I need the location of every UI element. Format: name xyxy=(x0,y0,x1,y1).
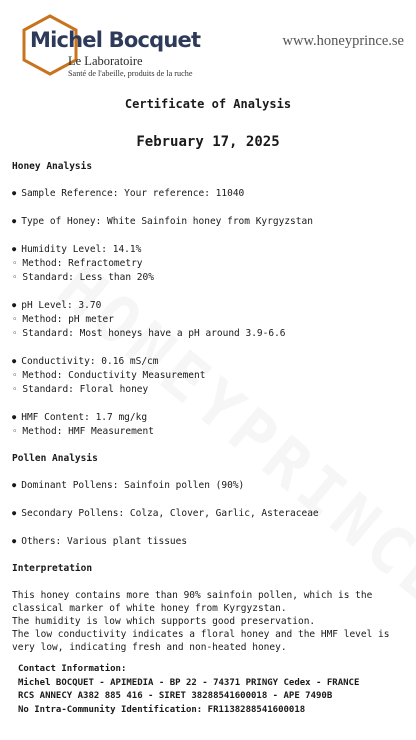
brand-tagline: Santé de l'abeille, produits de la ruche xyxy=(68,69,193,78)
document-date: February 17, 2025 xyxy=(136,134,280,150)
list-item: ● Dominant Pollens: Sainfoin pollen (90%) xyxy=(12,479,412,493)
list-item: ● Others: Various plant tissues xyxy=(12,535,412,549)
list-subitem: ◦ Method: Refractometry xyxy=(12,257,412,271)
list-item: ● Humidity Level: 14.1% xyxy=(12,243,412,257)
list-item: ● Secondary Pollens: Colza, Clover, Garlic, Asteraceae xyxy=(12,507,412,521)
brand-subtitle: Le Laboratoire xyxy=(68,54,143,68)
interpretation-paragraph: The humidity is low which supports good preservation. xyxy=(12,616,316,627)
interpretation-paragraph: The low conductivity indicates a floral honey and the HMF level is very low, indicating fresh and non-heated honey. xyxy=(12,629,390,653)
contact-line: Michel BOCQUET - APIMEDIA - BP 22 - 74371 PRINGY Cedex - FRANCE xyxy=(18,677,360,688)
list-subitem: ◦ Standard: Floral honey xyxy=(12,383,412,397)
pollen-analysis-heading: Pollen Analysis xyxy=(12,453,98,464)
brand-name: Michel Bocquet xyxy=(30,28,201,52)
logo xyxy=(20,14,220,80)
list-item: ● Sample Reference: Your reference: 11040 xyxy=(12,187,412,201)
list-item: ● Type of Honey: White Sainfoin honey from Kyrgyzstan xyxy=(12,215,412,229)
interpretation-paragraph: This honey contains more than 90% sainfoin pollen, which is the classical marker of white honey from Kyrgyzstan. xyxy=(12,590,373,614)
contact-block xyxy=(18,663,359,717)
analysis-content xyxy=(12,160,412,654)
contact-line: No Intra-Community Identification: FR1138288541600018 xyxy=(18,704,306,715)
list-item: ● HMF Content: 1.7 mg/kg xyxy=(12,411,412,425)
contact-line: RCS ANNECY A382 885 416 - SIRET 38288541600018 - APE 7490B xyxy=(18,691,333,702)
interpretation-heading: Interpretation xyxy=(12,563,93,574)
list-subitem: ◦ Method: Conductivity Measurement xyxy=(12,369,412,383)
list-item: ● Conductivity: 0.16 mS/cm xyxy=(12,355,412,369)
list-item: ● pH Level: 3.70 xyxy=(12,299,412,313)
honey-analysis-heading: Honey Analysis xyxy=(12,161,93,172)
document-title: Certificate of Analysis xyxy=(124,97,292,111)
contact-heading: Contact Information: xyxy=(18,664,127,674)
list-subitem: ◦ Standard: Less than 20% xyxy=(12,271,412,285)
list-subitem: ◦ Method: HMF Measurement xyxy=(12,425,412,439)
list-subitem: ◦ Method: pH meter xyxy=(12,313,412,327)
website-url: www.honeyprince.se xyxy=(282,33,404,49)
list-subitem: ◦ Standard: Most honeys have a pH around 3.9-6.6 xyxy=(12,327,412,341)
